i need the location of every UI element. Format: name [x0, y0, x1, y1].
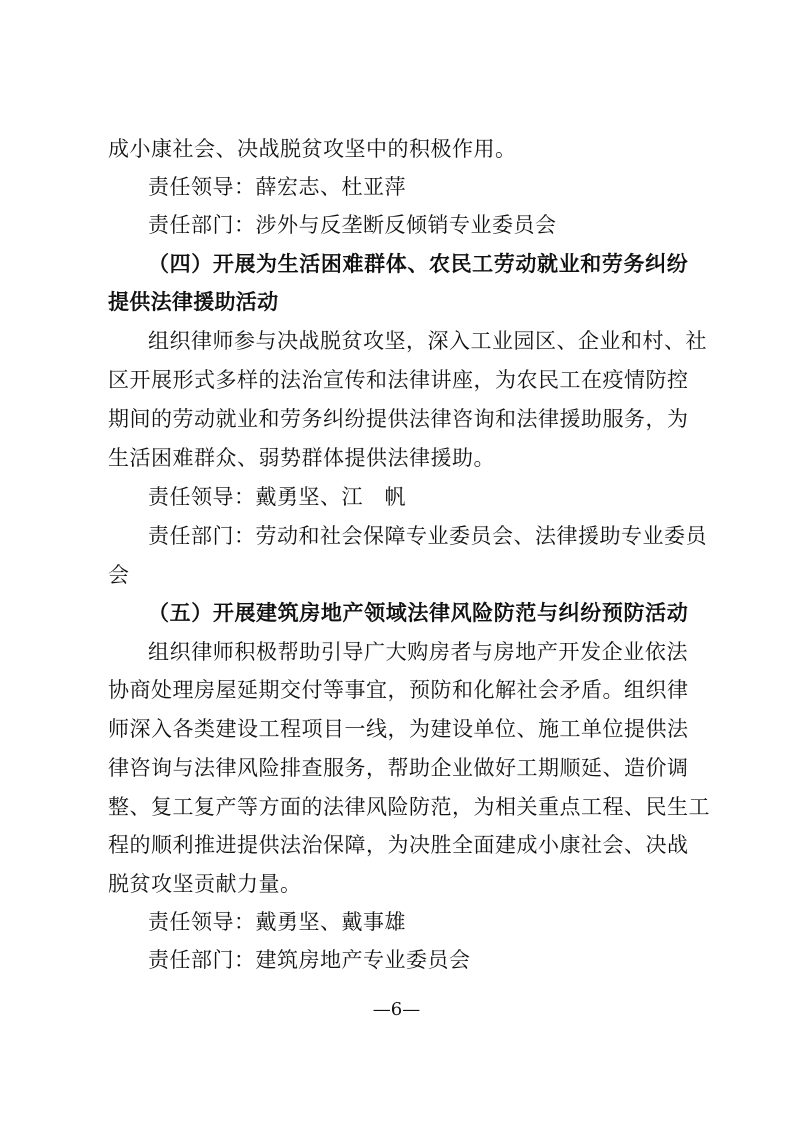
section-heading-4-continued: 提供法律援助活动 — [108, 290, 279, 314]
responsible-department: 责任部门：涉外与反垄断反倾销专业委员会 — [148, 213, 557, 237]
paragraph-line: 整、复工复产等方面的法律风险防范，为相关重点工程、民生工 — [108, 795, 710, 819]
paragraph-line: 脱贫攻坚贡献力量。 — [108, 872, 302, 896]
responsible-leaders: 责任领导：戴勇坚、江 帆 — [148, 485, 406, 509]
paragraph-line: 成小康社会、决战脱贫攻坚中的积极作用。 — [108, 137, 517, 161]
paragraph-line: 组织律师积极帮助引导广大购房者与房地产开发企业依法 — [148, 640, 688, 664]
responsible-leaders: 责任领导：薛宏志、杜亚萍 — [148, 175, 406, 199]
paragraph-line: 律咨询与法律风险排查服务，帮助企业做好工期顺延、造价调 — [108, 756, 689, 780]
paragraph-line: 区开展形式多样的法治宣传和法律讲座，为农民工在疫情防控 — [108, 368, 689, 392]
paragraph-line: 期间的劳动就业和劳务纠纷提供法律咨询和法律援助服务，为 — [108, 407, 689, 431]
section-heading-4: （四）开展为生活困难群体、农民工劳动就业和劳务纠纷 — [148, 252, 688, 276]
responsible-leaders: 责任领导：戴勇坚、戴事雄 — [148, 910, 406, 934]
responsible-department: 责任部门：劳动和社会保障专业委员会、法律援助专业委员 — [148, 524, 707, 548]
section-heading-5: （五）开展建筑房地产领域法律风险防范与纠纷预防活动 — [148, 601, 688, 625]
page-number: —6— — [372, 999, 421, 1020]
responsible-department-continued: 会 — [108, 563, 130, 587]
paragraph-line: 师深入各类建设工程项目一线，为建设单位、施工单位提供法 — [108, 717, 689, 741]
paragraph-line: 组织律师参与决战脱贫攻坚，深入工业园区、企业和村、社 — [148, 329, 707, 353]
responsible-department: 责任部门：建筑房地产专业委员会 — [148, 948, 471, 972]
paragraph-line: 程的顺利推进提供法治保障，为决胜全面建成小康社会、决战 — [108, 833, 689, 857]
paragraph-line: 协商处理房屋延期交付等事宜，预防和化解社会矛盾。组织律 — [108, 678, 689, 702]
paragraph-line: 生活困难群众、弱势群体提供法律援助。 — [108, 446, 495, 470]
